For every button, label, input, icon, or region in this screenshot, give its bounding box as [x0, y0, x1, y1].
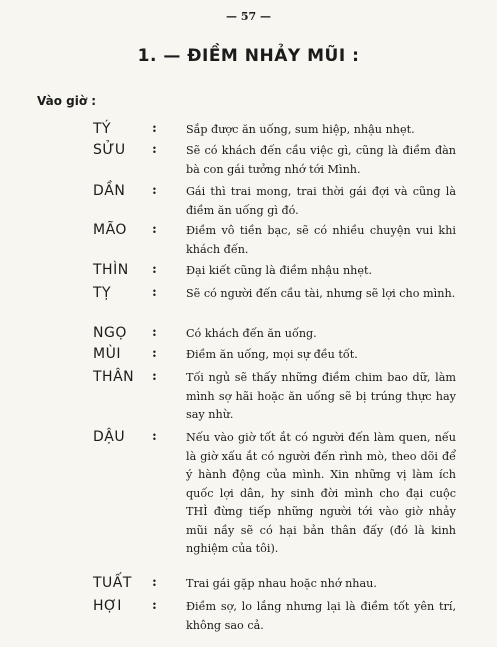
hour-label: NGỌ — [93, 325, 127, 341]
hour-label: DẬU — [93, 429, 126, 445]
entry-description: Điềm vô tiền bạc, sẽ có nhiều chuyện vui khi khách đến. — [186, 224, 456, 256]
hour-label: HỢI — [93, 598, 122, 614]
hour-label: TÝ — [93, 121, 112, 137]
entry-description: Sẽ có người đến cầu tài, nhưng sẽ lợi cho mình. — [186, 287, 456, 300]
intro-label: Vào giờ : — [37, 94, 97, 108]
hour-label: TỴ — [93, 285, 112, 301]
colon: : — [152, 285, 157, 300]
hour-label: THÂN — [93, 369, 135, 385]
entry-description: Có khách đến ăn uống. — [186, 327, 317, 340]
colon: : — [152, 346, 157, 361]
colon: : — [152, 262, 157, 277]
entry-description: Sắp được ăn uống, sum hiệp, nhậu nhẹt. — [186, 123, 415, 136]
colon: : — [152, 575, 157, 590]
hour-label: THÌN — [93, 262, 129, 278]
entry-description: Tối ngủ sẽ thấy những điềm chim bao dữ, làm mình sợ hãi hoặc ăn uống sẽ bị trúng thực hay say nhừ. — [186, 371, 456, 421]
entry-description: Nếu vào giờ tốt ắt có người đến làm quen, nếu là giờ xấu ắt có người đến rình mò, theo dõi để ý hành động của mình. Xin những vị làm ích quốc lợi dân, hy sinh đời mình cho đại cuộc THÌ đừng tiếp những người tới vào giờ nhảy mũi nầy sẽ có hại bản thân đấy (đó là kinh nghiệm của tôi). — [186, 431, 456, 555]
entry-description: Trai gái gặp nhau hoặc nhớ nhau. — [186, 577, 377, 590]
colon: : — [152, 598, 157, 613]
hour-label: DẦN — [93, 183, 126, 199]
entry-description: Sẽ có khách đến cầu việc gì, cũng là điềm đàn bà con gái tưởng nhớ tới Mình. — [186, 144, 456, 176]
hour-label: SỬU — [93, 142, 126, 158]
hour-label: MÃO — [93, 222, 127, 238]
colon: : — [152, 142, 157, 157]
entry-description: Gái thì trai mong, trai thời gái đợi và cũng là điềm ăn uống gì đó. — [186, 185, 456, 217]
colon: : — [152, 429, 157, 444]
colon: : — [152, 183, 157, 198]
colon: : — [152, 325, 157, 340]
hour-label: TUẤT — [93, 575, 132, 591]
entry-description: Điềm sợ, lo lắng nhưng lại là điềm tốt yên trí, không sao cả. — [186, 600, 456, 632]
colon: : — [152, 222, 157, 237]
page-number: — 57 — — [226, 10, 271, 23]
page-title: 1. — ĐIỀM NHẢY MŨI : — [137, 46, 360, 66]
entry-description: Đại kiết cũng là điềm nhậu nhẹt. — [186, 264, 373, 277]
hour-label: MÙI — [93, 346, 121, 362]
colon: : — [152, 369, 157, 384]
colon: : — [152, 121, 157, 136]
entry-description: Điềm ăn uống, mọi sự đều tốt. — [186, 348, 358, 361]
